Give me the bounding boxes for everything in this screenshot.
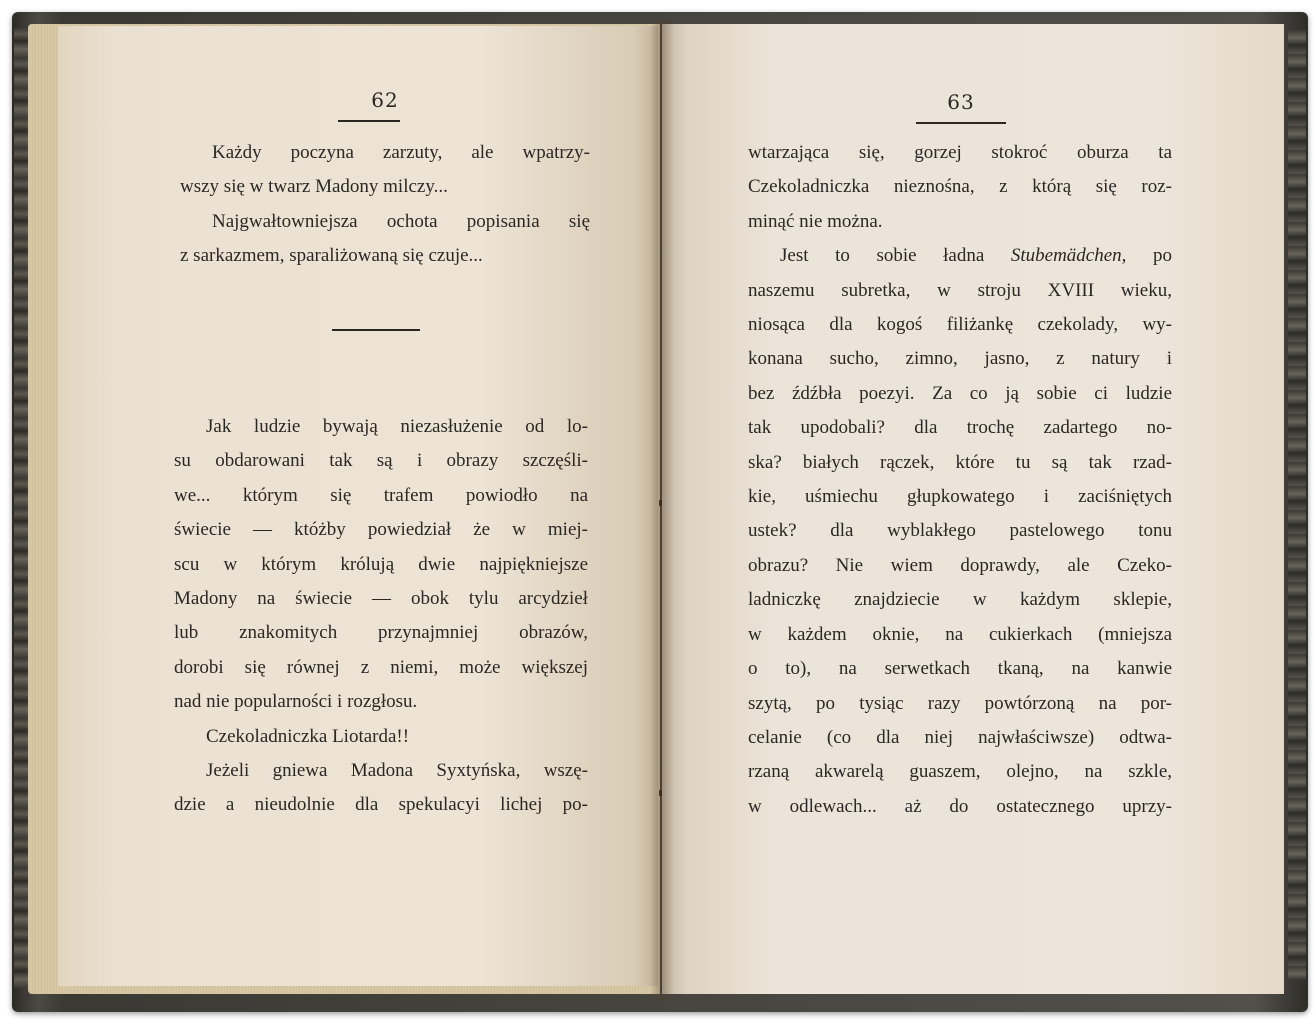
text-line: we... którym się trafem powiodło na (174, 484, 588, 506)
binding-stitch (659, 790, 662, 796)
text-line: niosąca dla kogoś filiżankę czekolady, wy- (748, 314, 1172, 336)
gutter-shadow (650, 20, 674, 1000)
text-line: bez źdźbła poezyi. Za co ją sobie ci ludzie (748, 382, 1172, 404)
text-fragment: Jest to sobie ładna (780, 245, 1011, 267)
text-line: obrazu? Nie wiem doprawdy, ale Czeko- (748, 554, 1172, 576)
right-page-number: 63 (947, 90, 975, 114)
text-fragment: , po (1121, 245, 1173, 267)
text-line: scu w którym królują dwie najpiękniejsze (174, 553, 588, 575)
text-line: świecie — któżby powiedział że w miej- (174, 519, 588, 541)
text-line: ustek? dla wyblakłego pastelowego tonu (748, 520, 1172, 542)
text-line: o to), na serwetkach tkaną, na kanwie (748, 658, 1172, 680)
text-line (748, 239, 1172, 273)
text-line: celanie (co dla niej najwłaściwsze) odtwa- (748, 726, 1172, 748)
text-line: Jak ludzie bywają niezasłużenie od lo- (206, 416, 588, 437)
text-line: Czekoladniczka Liotarda!! (206, 725, 410, 747)
text-line: w odlewach... aż do ostatecznego uprzy- (748, 795, 1172, 817)
text-line: tak upodobali? dla trochę zadartego no- (748, 417, 1172, 439)
section-divider (332, 329, 420, 331)
right-header-rule (916, 122, 1006, 124)
text-line: Madony na świecie — obok tylu arcydzieł (174, 588, 588, 610)
text-line: konana sucho, zimno, jasno, z natury i (748, 348, 1172, 370)
text-line: minąć nie można. (748, 210, 883, 232)
left-page-number: 62 (371, 88, 399, 112)
text-line: Jeżeli gniewa Madona Syxtyńska, wszę- (206, 760, 588, 782)
right-page-text (748, 136, 1172, 824)
text-line: w każdem oknie, na cukierkach (mniejsza (748, 623, 1172, 645)
text-line: kie, uśmiechu głupkowatego i zaciśniętych (748, 486, 1172, 508)
text-line: szytą, po tysiąc razy powtórzoną na por- (748, 692, 1172, 714)
text-line: nad nie popularności i rozgłosu. (174, 691, 418, 713)
text-line: z sarkazmem, sparaliżowaną się czuje... (180, 245, 483, 267)
text-line: dzie a nieudolnie dla spekulacyi lichej po- (174, 794, 588, 816)
text-line: lub znakomitych przynajmniej obrazów, (174, 622, 588, 644)
italic-word: Stubemädchen (1010, 245, 1122, 267)
text-line: wtarzająca się, gorzej stokroć oburza ta (748, 142, 1172, 163)
left-header-rule (338, 120, 400, 122)
text-line: ska? białych rączek, które tu są tak rzad- (748, 451, 1172, 473)
text-line: rzaną akwarelą guaszem, olejno, na szkle, (748, 761, 1172, 783)
text-line: ladniczkę znajdziecie w każdym sklepie, (748, 589, 1172, 611)
text-line: wszy się w twarz Madony milczy... (180, 176, 448, 198)
text-line: Czekoladniczka nieznośna, z którą się roz- (748, 176, 1172, 198)
binding-stitch (659, 500, 662, 506)
left-page-section-1 (180, 136, 590, 274)
cover-edge-right (1288, 30, 1306, 980)
text-line: Każdy poczyna zarzuty, ale wpatrzy- (212, 142, 590, 163)
left-page-section-2 (174, 410, 588, 823)
text-line: Najgwałtowniejsza ochota popisania się (212, 210, 590, 232)
text-line: naszemu subretka, w stroju XVIII wieku, (748, 279, 1172, 301)
text-line: dorobi się równej z niemi, może większej (174, 656, 588, 678)
text-line: su obdarowani tak są i obrazy szczęśli- (174, 450, 588, 472)
